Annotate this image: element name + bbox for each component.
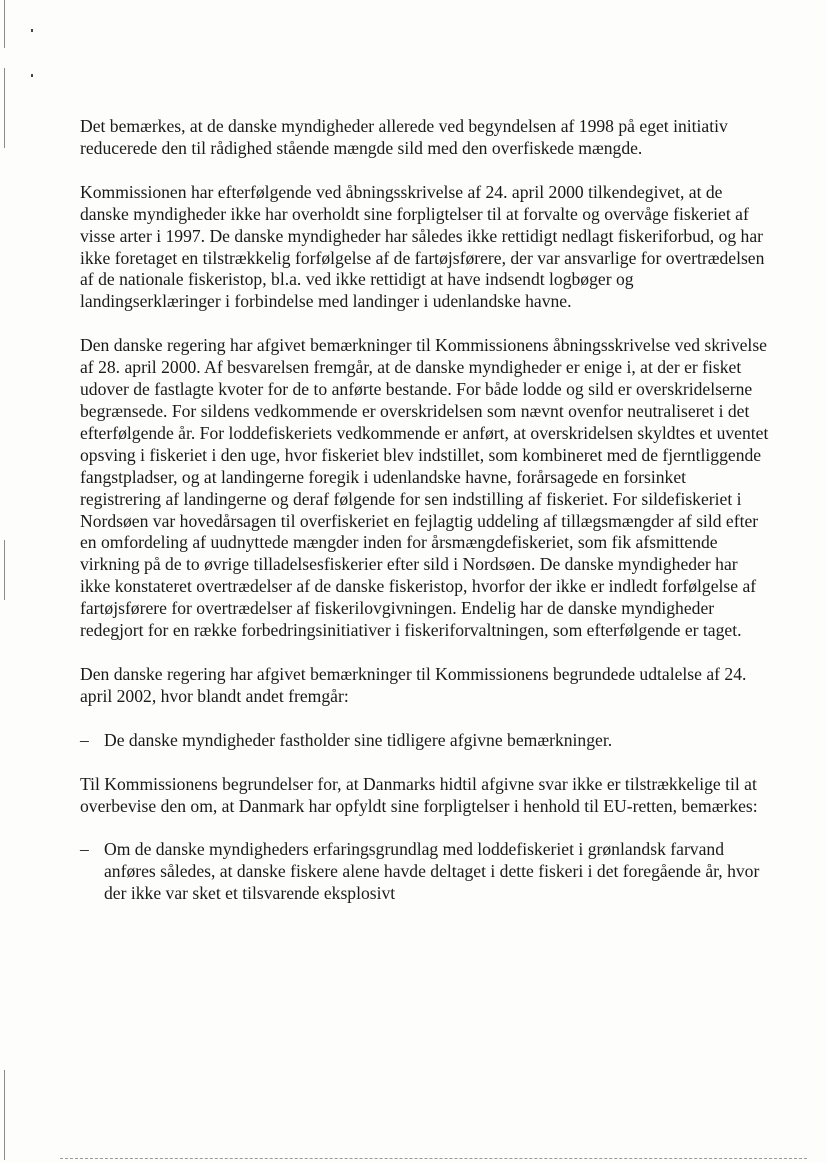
scan-bottom-edge (60, 1158, 807, 1160)
dash-list-item (80, 730, 770, 752)
scan-margin-line (4, 0, 5, 48)
paragraph: Den danske regering har afgivet bemærkninger til Kommissionens åbningsskrivelse ved skrivelse af 28. april 2000. Af besvarelsen fremgår, at de danske myndigheder er enige i, at der er fisket udover de fastlagte kvoter for de to anførte bestande. For både lodde og sild er overskridelserne begrænsede. For sildens vedkommende er overskridelsen som nævnt ovenfor neutraliseret i det efterfølgende år. For loddefiskeriets vedkommende er anført, at overskridelsen skyldtes et uventet opsving i fiskeriet i den uge, hvor fiskeriet blev indstillet, som kombineret med de fjerntliggende fangstpladser, og at landingerne foregik i udenlandske havne, forårsagede en forsinket registrering af landingerne og deraf følgende for sen indstilling af fiskeriet. For sildefiskeriet i Nordsøen var hovedårsagen til overfiskeriet en fejlagtig uddeling af tillægsmængder af sild efter en omfordeling af uudnyttede mængder inden for årsmængdefiskeriet, som fik afsmittende virkning på de to øvrige tilladelsesfiskerier efter sild i Nordsøen. De danske myndigheder har ikke konstateret overtrædelser af de danske fiskeristop, hvorfor der ikke er indledt forfølgelse af fartøjsførere for overtrædelser af fiskerilovgivningen. Endelig har de danske myndigheder redegjort for en række forbedringsinitiativer i fiskeriforvaltningen, som efterfølgende er taget. (80, 335, 769, 641)
paragraph: Den danske regering har afgivet bemærkninger til Kommissionens begrundede udtalelse af 24. april 2002, hvor blandt andet fremgår: (80, 663, 747, 706)
scan-dot (31, 74, 33, 77)
paragraph: Kommissionen har efterfølgende ved åbningsskrivelse af 24. april 2000 tilkendegivet, at de danske myndigheder ikke har overholdt sine forpligtelser til at forvalte og overvåge fiskeriet af visse arter i 1997. De danske myndigheder har således ikke rettidigt nedlagt fiskeriforbud, og har ikke foretaget en tilstrækkelig forfølgelse af de fartøjsførere, der var ansvarlige for overtrædelsen af de nationale fiskeristop, bl.a. ved ikke rettidigt at have indsendt logbøger og landingserklæringer i forbindelse med landinger i udenlandske havne. (80, 181, 765, 312)
dash-item-text: Om de danske myndigheders erfaringsgrundlag med loddefiskeriet i grønlandsk farvand anføres således, at danske fiskere alene havde deltaget i dette fiskeri i det foregående år, hvor der ikke var sket et tilsvarende eksplosivt (104, 839, 760, 904)
dash-item-text: De danske myndigheder fastholder sine tidligere afgivne bemærkninger. (104, 729, 613, 750)
dash-bullet: – (80, 839, 89, 860)
paragraph: Til Kommissionens begrundelser for, at Danmarks hidtil afgivne svar ikke er tilstrækkelige til at overbevise den om, at Danmark har opfyldt sine forpligtelser i henhold til EU-retten, bemærkes: (80, 773, 758, 816)
paragraph: Det bemærkes, at de danske myndigheder allerede ved begyndelsen af 1998 på eget initiativ reducerede den til rådighed stående mængde sild med den overfiskede mængde. (80, 116, 728, 158)
document-body (80, 116, 770, 927)
scan-margin-line (4, 1070, 5, 1160)
dash-bullet: – (80, 729, 89, 750)
scan-margin-line (4, 68, 5, 148)
scan-margin-line (4, 540, 5, 600)
scan-dot (31, 29, 33, 32)
dash-list-item (80, 839, 770, 905)
